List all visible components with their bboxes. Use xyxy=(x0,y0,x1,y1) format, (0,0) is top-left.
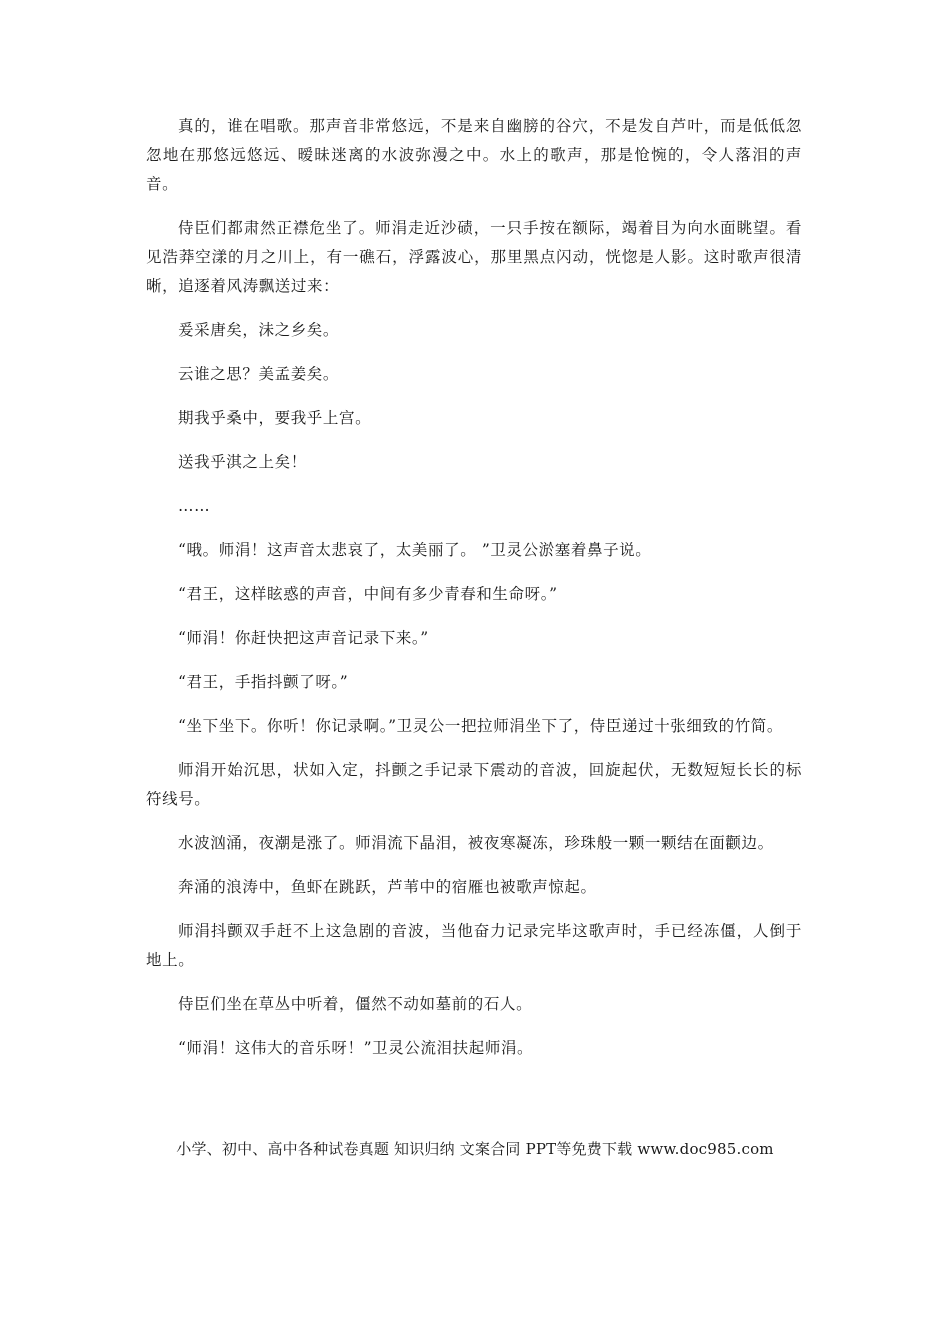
paragraph: 师涓抖颤双手赶不上这急剧的音波，当他奋力记录完毕这歌声时，手已经冻僵，人倒于地上。 xyxy=(146,922,802,969)
poem-line: 云谁之思？美孟姜矣。 xyxy=(178,365,340,383)
ellipsis-line: …… xyxy=(178,497,211,515)
paragraph: 奔涌的浪涛中，鱼虾在跳跃，芦苇中的宿雁也被歌声惊起。 xyxy=(178,878,597,896)
dialogue-line: “坐下坐下。你听！你记录啊。”卫灵公一把拉师涓坐下了，侍臣递过十张细致的竹简。 xyxy=(178,717,784,735)
poem-line: 送我乎淇之上矣！ xyxy=(178,453,307,471)
paragraph: 水波汹涌，夜潮是涨了。师涓流下晶泪，被夜寒凝冻，珍珠般一颗一颗结在面颧边。 xyxy=(178,834,774,852)
paragraph: 真的，谁在唱歌。那声音非常悠远，不是来自幽膀的谷穴，不是发自芦叶，而是低低忽忽地在那悠远悠远、暧昧迷离的水波弥漫之中。水上的歌声，那是怆惋的，令人落泪的声音。 xyxy=(146,117,802,193)
paragraph: 侍臣们坐在草丛中听着，僵然不动如墓前的石人。 xyxy=(178,995,533,1013)
page-footer: 小学、初中、高中各种试卷真题 知识归纳 文案合同 PPT等免费下载 www.doc985.com xyxy=(176,1140,774,1158)
article-body xyxy=(146,112,802,1078)
paragraph: 师涓开始沉思，状如入定，抖颤之手记录下震动的音波，回旋起伏，无数短短长长的标符线号。 xyxy=(146,761,802,808)
dialogue-line: “师涓！你赶快把这声音记录下来。” xyxy=(178,629,429,647)
dialogue-line: “哦。师涓！这声音太悲哀了，太美丽了。 ”卫灵公淤塞着鼻子说。 xyxy=(178,541,652,559)
paragraph: 侍臣们都肃然正襟危坐了。师涓走近沙碛，一只手按在额际，竭着目为向水面眺望。看见浩莽空漾的月之川上，有一礁石，浮露波心，那里黑点闪动，恍惚是人影。这时歌声很清晰，追逐着风涛飘送过来： xyxy=(146,219,802,295)
poem-line: 爰采唐矣，沬之乡矣。 xyxy=(178,321,340,339)
dialogue-line: “君王，这样眩惑的声音，中间有多少青春和生命呀。” xyxy=(178,585,558,603)
poem-line: 期我乎桑中，要我乎上宫。 xyxy=(178,409,372,427)
dialogue-line: “君王，手指抖颤了呀。” xyxy=(178,673,349,691)
dialogue-line: “师涓！这伟大的音乐呀！”卫灵公流泪扶起师涓。 xyxy=(178,1039,534,1057)
